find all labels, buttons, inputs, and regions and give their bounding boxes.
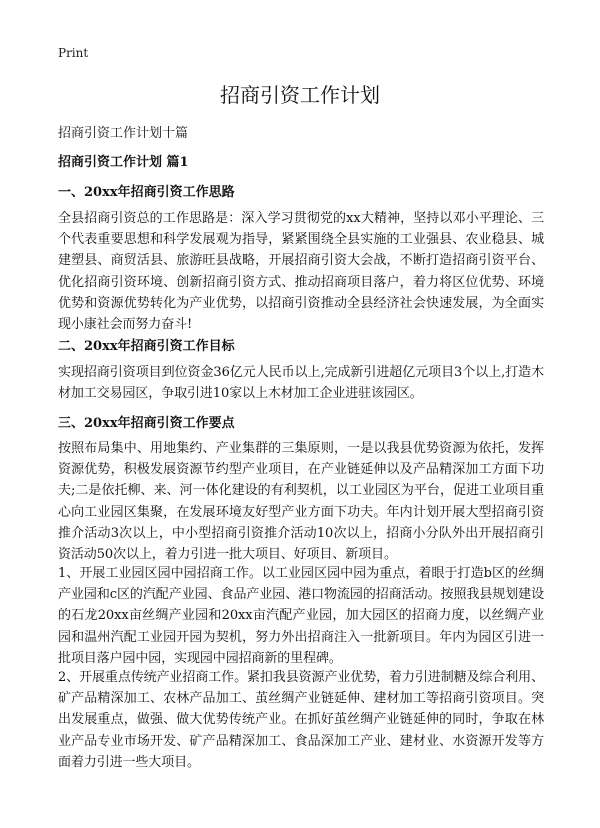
section-3-paragraph-3: 2、开展重点传统产业招商工作。紧扣我县资源产业优势，着力引进制糖及综合利用、矿产品精深加工、农林产品加工、茧丝绸产业链延伸、建材加工等招商引资项目。突出发展重点，做强、做大优势传统产业。在抓好茧丝绸产业链延伸的同时，争取在林业产品专业市场开发、矿产品精深加工、食品深加工产业、建材业、水资源开发等方面着力引进一些大项目。 [58,670,544,770]
section-3-paragraph-2: 1、开展工业园区园中园招商工作。以工业园区园中园为重点，着眼于打造b区的丝绸产业园和c区的汽配产业园、食品产业园、港口物流园的招商活动。按照我县规划建设的石龙20xx亩丝绸产业园和20xx亩汽配产业园，加大园区的招商力度，以丝绸产业园和温州汽配工业园开园为契机，努力外出招商注入一批新项目。年内为园区引进一批项目落户园中园，实现园中园招商新的里程碑。 [58,566,544,666]
section-heading-1: 一、20xx年招商引资工作思路 [58,185,235,200]
section-1-paragraph: 全县招商引资总的工作思路是：深入学习贯彻党的xx大精神，坚持以邓小平理论、三个代表重要思想和科学发展观为指导，紧紧围绕全县实施的工业强县、农业稳县、城建塑县、商贸活县、旅游旺县战略，开展招商引资大会战，不断打造招商引资平台、优化招商引资环境、创新招商引资方式、推动招商项目落户，着力将区位优势、环境优势和资源优势转化为产业优势，以招商引资推动全县经济社会快速发展，为全面实现小康社会而努力奋斗! [58,211,544,333]
section-2-paragraph: 实现招商引资项目到位资金36亿元人民币以上,完成新引进超亿元项目3个以上,打造木材加工交易园区，争取引进10家以上木材加工企业进驻该园区。 [58,365,544,402]
section-heading-2: 二、20xx年招商引资工作目标 [58,339,235,354]
section-3-paragraph-1: 按照布局集中、用地集约、产业集群的三集原则，一是以我县优势资源为依托，发挥资源优势，积极发展资源节约型产业项目，在产业链延伸以及产品精深加工方面下功夫;二是依托柳、来、河一体化建设的有利契机，以工业园区为平台，促进工业项目重心向工业园区集聚，在发展环境友好型产业方面下功夫。年内计划开展大型招商引资推介活动3次以上，中小型招商引资推介活动10次以上，招商小分队外出开展招商引资活动50次以上，着力引进一批大项目、好项目、新项目。 [58,441,544,563]
document-subtitle: 招商引资工作计划十篇 [58,126,189,141]
print-label: Print [58,46,89,60]
document-title: 招商引资工作计划 [220,83,380,107]
section-heading-3: 三、20xx年招商引资工作要点 [58,416,235,431]
article-heading: 招商引资工作计划 篇1 [58,155,189,170]
